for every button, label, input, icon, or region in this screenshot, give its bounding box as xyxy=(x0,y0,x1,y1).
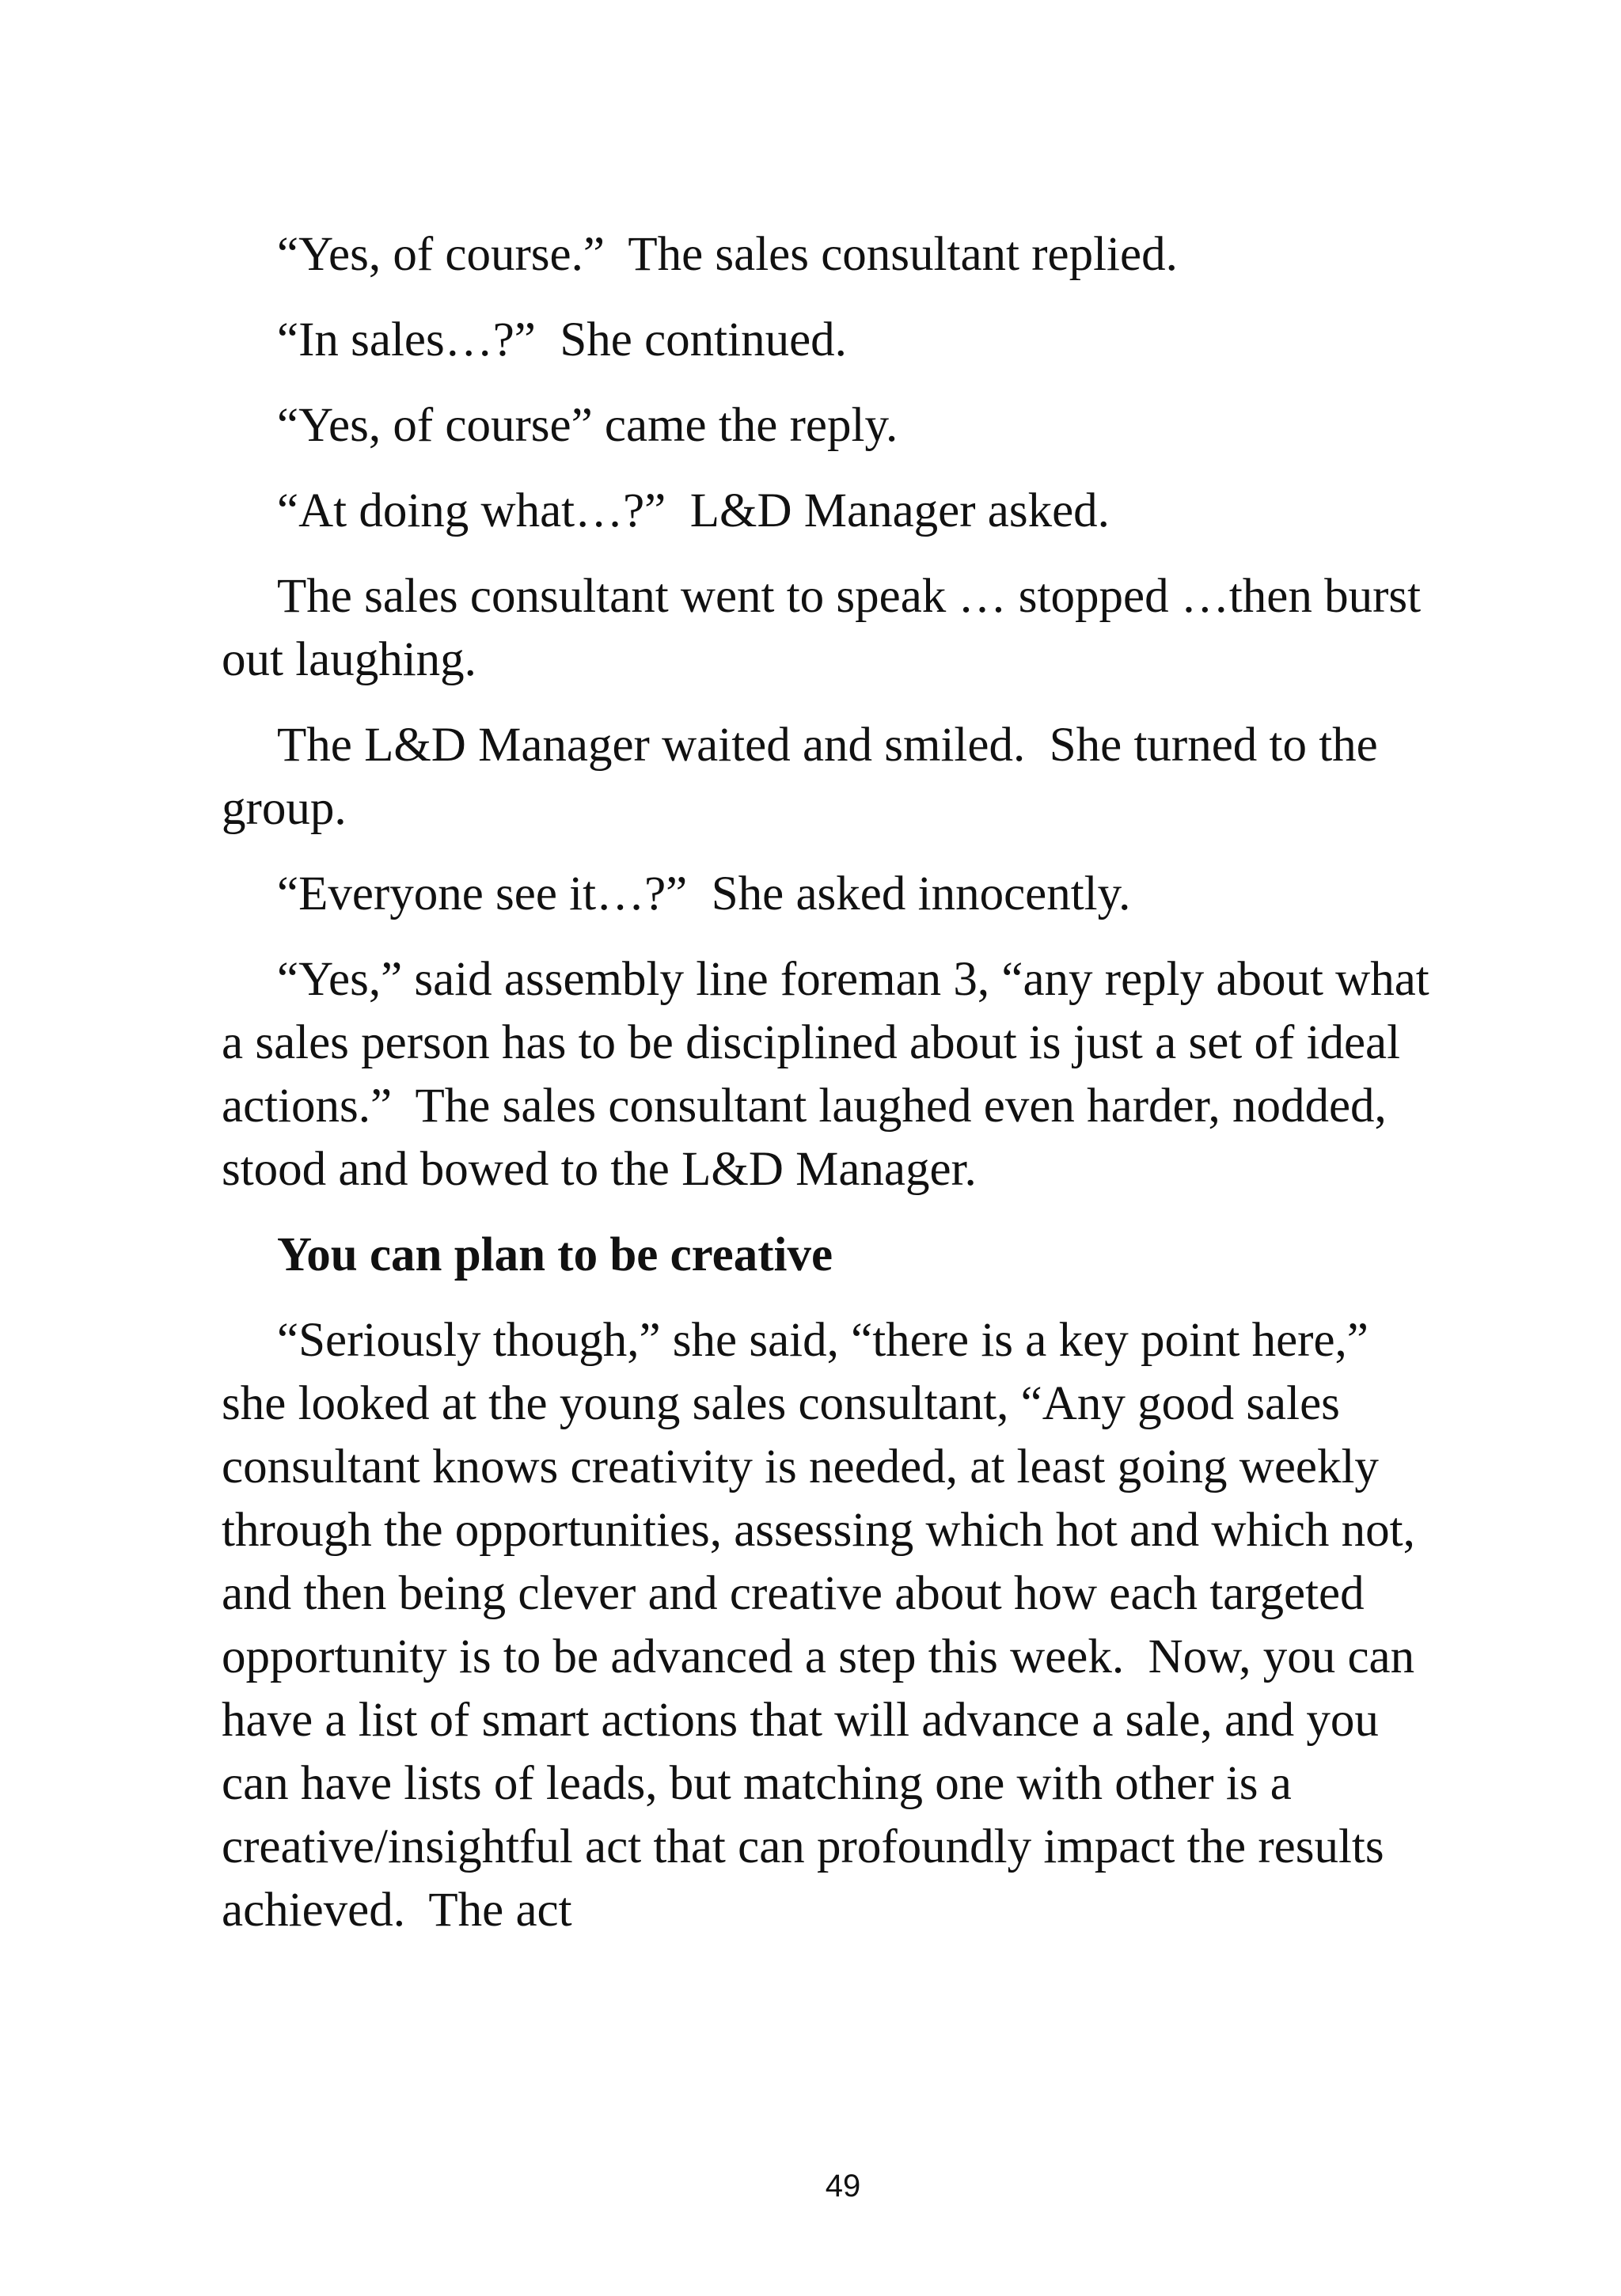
paragraph-2: “In sales…?” She continued. xyxy=(277,313,847,366)
paragraph-6: The L&D Manager waited and smiled. She turned to the group. xyxy=(222,719,1391,835)
paragraph-9: “Seriously though,” she said, “there is a key point here,” she looked at the young sales consultant, “Any good sales consultant knows creativity is needed, at least going weekly through the opportunities, assessing which hot and which not, and then being clever and creative about how each targeted opportunity is to be advanced a step this week. Now, you can have a list of smart actions that will advance a sale, and you can have lists of leads, but matching one with other is a creative/insightful act that can profoundly impact the results achieved. The act xyxy=(222,1314,1428,1937)
paragraph-1: “Yes, of course.” The sales consultant replied. xyxy=(277,228,1178,281)
body-text xyxy=(222,223,1441,1964)
page-number: 49 xyxy=(825,2169,861,2203)
paragraph-7: “Everyone see it…?” She asked innocently. xyxy=(277,867,1131,920)
paragraph-8: “Yes,” said assembly line foreman 3, “any reply about what a sales person has to be disciplined about is just a set of ideal actions.” The sales consultant laughed even harder, nodded, stood and bowed to the L&D Manager. xyxy=(222,953,1441,1196)
paragraph-4: “At doing what…?” L&D Manager asked. xyxy=(277,484,1110,537)
paragraph-5: The sales consultant went to speak … stopped …then burst out laughing. xyxy=(222,570,1433,686)
section-heading: You can plan to be creative xyxy=(277,1228,833,1281)
paragraph-3: “Yes, of course” came the reply. xyxy=(277,399,898,452)
